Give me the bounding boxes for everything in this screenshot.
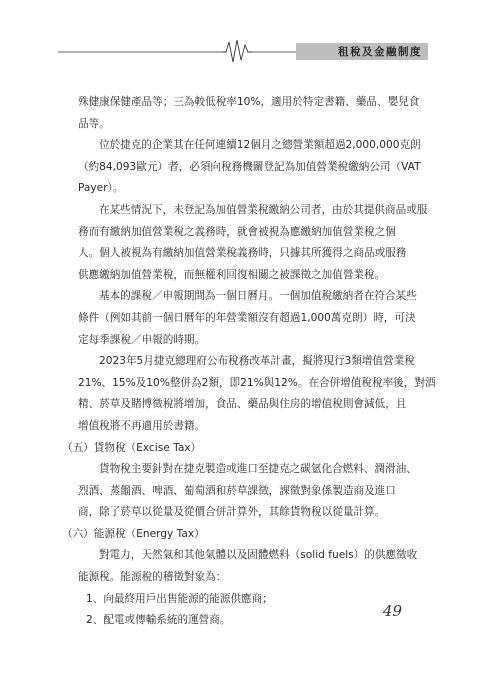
paragraph (78, 351, 436, 437)
text-line: 在某些情況下，未登記為加值營業稅繳納公司者，由於其提供商品或服 (99, 203, 428, 216)
text-line: 貨物稅主要針對在捷克製造或進口至捷克之碳氫化合燃料、潤滑油、 (99, 463, 417, 476)
text-line: 21%、15%及10%整併為2類，即21%與12%。在合併增值稅稅率後，對酒 (78, 376, 436, 389)
page-header (0, 36, 480, 66)
text-line: 殊健康保健產品等；三為較低稅率10%，適用於特定書籍、藥品、嬰兒食 (78, 96, 420, 108)
text-line: 位於捷克的企業其在任何連續12個月之總營業額超過2,000,000克朗 (99, 139, 421, 152)
paragraph (78, 459, 417, 524)
text-line: 人。個人被視為有繳納加值營業稅義務時，只據其所獲得之商品或服務 (78, 247, 407, 260)
paragraph (78, 135, 421, 200)
paragraph (78, 92, 420, 135)
page-body (62, 92, 436, 632)
text-line: 精、菸草及賭博徵稅將增加，食品、藥品與住房的增值稅則會減低，且 (78, 398, 407, 411)
text-line: 務而有繳納加值營業稅之義務時，就會被視為應繳納加值營業稅之個 (78, 225, 396, 238)
text-line: 條件（例如其前一個日曆年的年營業額沒有超過1,000萬克朗）時，可決 (78, 311, 416, 324)
section-heading-energy-tax: （六）能源稅（Energy Tax） (62, 527, 205, 540)
list-item: 1、向最終用戶出售能源的能源供應商； (86, 592, 273, 605)
text-line: 基本的課稅／申報期間為一個日曆月。一個加值稅繳納者在符合某些 (99, 290, 417, 303)
text-line: 商，除了菸草以從量及從價合併計算外，其餘貨物稅以從量計算。 (78, 506, 386, 519)
text-line: 對電力，天然氣和其他氣體以及固體燃料（solid fuels）的供應徵收 (99, 549, 418, 562)
section-heading-excise-tax: （五）貨物稅（Excise Tax） (62, 441, 202, 454)
paragraph (78, 545, 418, 588)
text-line: 烈酒、蒸餾酒、啤酒、葡萄酒和菸草課徵，課徵對象係製造商及進口 (78, 484, 396, 497)
text-line: 供應繳納加值營業稅，而無權利回復相關之被課徵之加值營業稅。 (78, 268, 386, 281)
paragraph (78, 200, 428, 286)
text-line: （約84,093歐元）者，必須向稅務機關登記為加值營業稅繳納公司（VAT (78, 160, 421, 173)
list-item: 2、配電或傳輸系統的運營商。 (86, 614, 231, 627)
header-title: 租稅及金融制度 (338, 46, 422, 58)
text-line: 品等。 (78, 117, 110, 130)
page-number: 49 (382, 602, 402, 620)
text-line: 能源稅。能源稅的稽徵對象為： (78, 571, 227, 584)
text-line: Payer）。 (78, 182, 124, 195)
text-line: 定每季課稅／申報的時期。 (78, 333, 206, 346)
text-line: 增值稅將不再適用於書籍。 (78, 419, 206, 432)
text-line: 2023年5月捷克總理府公布稅務改革計畫，擬將現行3類增值營業稅 (99, 355, 415, 368)
paragraph (78, 286, 417, 351)
